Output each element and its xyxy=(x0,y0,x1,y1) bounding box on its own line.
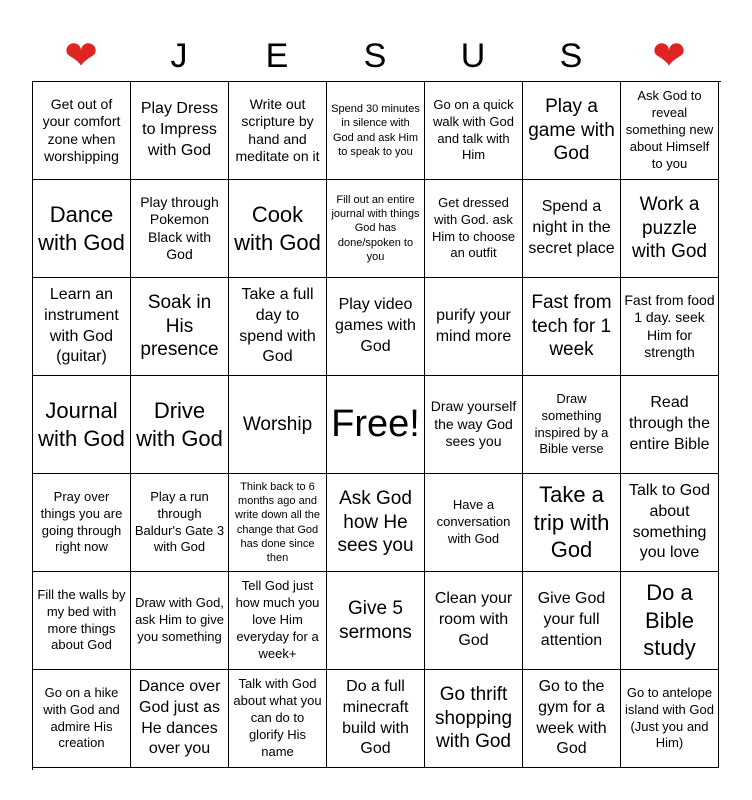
bingo-cell[interactable]: Go thrift shopping with God xyxy=(425,670,523,768)
bingo-cell[interactable]: Play a game with God xyxy=(523,82,621,180)
bingo-cell[interactable]: purify your mind more xyxy=(425,278,523,376)
bingo-cell[interactable]: Get dressed with God. ask Him to choose an outfit xyxy=(425,180,523,278)
bingo-cell[interactable]: Take a trip with God xyxy=(523,474,621,572)
bingo-cell[interactable]: Go to the gym for a week with God xyxy=(523,670,621,768)
bingo-cell[interactable]: Talk with God about what you can do to glorify His name xyxy=(229,670,327,768)
header-letter-s: S xyxy=(363,36,387,75)
bingo-cell[interactable]: Take a full day to spend with God xyxy=(229,278,327,376)
bingo-cell[interactable]: Fast from tech for 1 week xyxy=(523,278,621,376)
bingo-cell[interactable]: Journal with God xyxy=(33,376,131,474)
header-letter-s2: S xyxy=(559,36,583,75)
bingo-cell[interactable]: Go on a hike with God and admire His creation xyxy=(33,670,131,768)
bingo-cell[interactable]: Go to antelope island with God (Just you and Him) xyxy=(621,670,719,768)
bingo-cell[interactable]: Draw something inspired by a Bible verse xyxy=(523,376,621,474)
bingo-cell[interactable]: Play video games with God xyxy=(327,278,425,376)
bingo-cell[interactable]: Write out scripture by hand and meditate on it xyxy=(229,82,327,180)
header-letter-j: J xyxy=(170,36,188,75)
bingo-cell[interactable]: Clean your room with God xyxy=(425,572,523,670)
bingo-cell[interactable]: Do a full minecraft build with God xyxy=(327,670,425,768)
bingo-cell[interactable]: Play through Pokemon Black with God xyxy=(131,180,229,278)
bingo-cell[interactable]: Spend 30 minutes in silence with God and ask Him to speak to you xyxy=(327,82,425,180)
bingo-cell[interactable]: Think back to 6 months ago and write down all the change that God has done since then xyxy=(229,474,327,572)
bingo-cell[interactable]: Worship xyxy=(229,376,327,474)
bingo-cell[interactable]: Soak in His presence xyxy=(131,278,229,376)
bingo-cell[interactable]: Play Dress to Impress with God xyxy=(131,82,229,180)
bingo-cell[interactable]: Spend a night in the secret place xyxy=(523,180,621,278)
bingo-cell[interactable]: Fast from food 1 day. seek Him for strength xyxy=(621,278,719,376)
bingo-cell[interactable]: Draw yourself the way God sees you xyxy=(425,376,523,474)
header-letter-u: U xyxy=(460,36,486,75)
bingo-cell[interactable]: Have a conversation with God xyxy=(425,474,523,572)
bingo-cell[interactable]: Cook with God xyxy=(229,180,327,278)
free-space[interactable]: Free! xyxy=(327,376,425,474)
bingo-cell[interactable]: Pray over things you are going through right now xyxy=(33,474,131,572)
bingo-cell[interactable]: Tell God just how much you love Him everyday for a week+ xyxy=(229,572,327,670)
heart-icon: ❤ xyxy=(64,34,98,78)
bingo-cell[interactable]: Give 5 sermons xyxy=(327,572,425,670)
bingo-cell[interactable]: Dance with God xyxy=(33,180,131,278)
bingo-cell[interactable]: Fill out an entire journal with things God has done/spoken to you xyxy=(327,180,425,278)
bingo-cell[interactable]: Ask God to reveal something new about Himself to you xyxy=(621,82,719,180)
bingo-cell[interactable]: Learn an instrument with God (guitar) xyxy=(33,278,131,376)
bingo-cell[interactable]: Ask God how He sees you xyxy=(327,474,425,572)
bingo-cell[interactable]: Fill the walls by my bed with more things about God xyxy=(33,572,131,670)
header-heart-left xyxy=(32,30,130,82)
bingo-cell[interactable]: Do a Bible study xyxy=(621,572,719,670)
bingo-cell[interactable]: Go on a quick walk with God and talk with Him xyxy=(425,82,523,180)
bingo-cell[interactable]: Give God your full attention xyxy=(523,572,621,670)
bingo-cell[interactable]: Read through the entire Bible xyxy=(621,376,719,474)
bingo-cell[interactable]: Dance over God just as He dances over you xyxy=(131,670,229,768)
bingo-cell[interactable]: Talk to God about something you love xyxy=(621,474,719,572)
bingo-cell[interactable]: Drive with God xyxy=(131,376,229,474)
bingo-cell[interactable]: Work a puzzle with God xyxy=(621,180,719,278)
header-letter-e: E xyxy=(265,36,289,75)
bingo-cell[interactable]: Play a run through Baldur's Gate 3 with God xyxy=(131,474,229,572)
bingo-cell[interactable]: Get out of your comfort zone when worshipping xyxy=(33,82,131,180)
bingo-cell[interactable]: Draw with God, ask Him to give you something xyxy=(131,572,229,670)
header-heart-right xyxy=(620,30,718,82)
heart-icon: ❤ xyxy=(652,34,686,78)
bingo-board xyxy=(32,81,721,770)
bingo-header xyxy=(32,30,720,82)
